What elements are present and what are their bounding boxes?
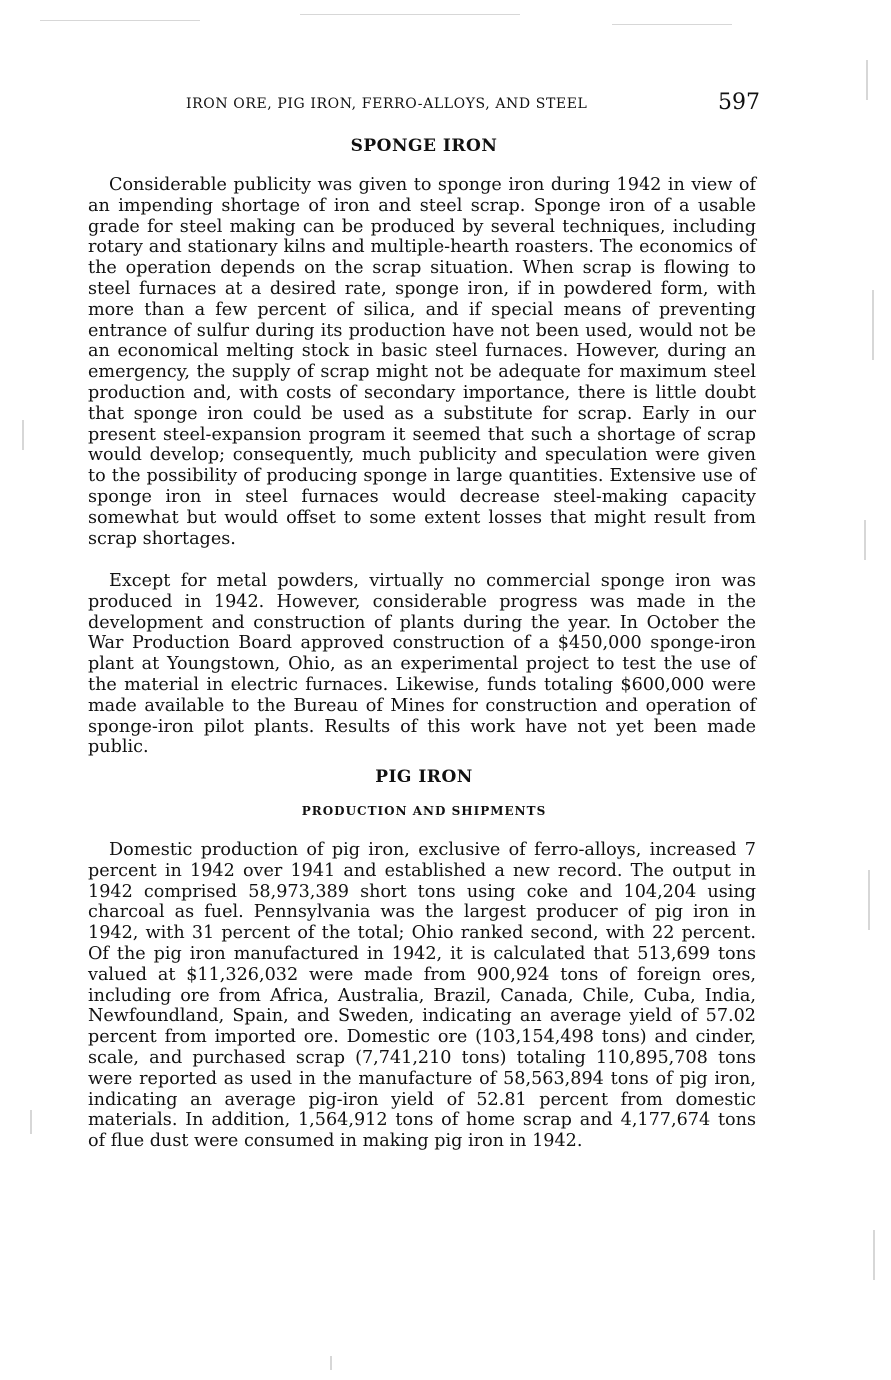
scan-speck bbox=[872, 290, 874, 360]
section-heading-pig-iron: PIG IRON bbox=[375, 767, 473, 787]
running-header bbox=[88, 92, 760, 118]
subheading-production-shipments: PRODUCTION AND SHIPMENTS bbox=[301, 804, 547, 818]
scan-speck bbox=[612, 24, 732, 25]
scan-speck bbox=[30, 1110, 32, 1134]
scan-speck bbox=[866, 60, 868, 100]
scan-speck bbox=[873, 1230, 875, 1280]
paragraph-pig-iron-1: Domestic production of pig iron, exclusive of ferro-alloys, increased 7 percent in 1942 over 1941 and established a new record. The output in 1942 comprised 58,973,389 short tons using coke and 104,204 using charcoal as fuel. Pennsylvania was the largest producer of pig iron in 1942, with 31 percent of the total; Ohio ranked second, with 22 percent. Of the pig iron manufactured in 1942, it is calculated that 513,699 tons valued at $11,326,032 were made from 900,924 tons of foreign ores, including ore from Africa, Australia, Brazil, Canada, Chile, Cuba, India, Newfoundland, Spain, and Sweden, indicating an average yield of 57.02 percent from imported ore. Domestic ore (103,154,498 tons) and cinder, scale, and purchased scrap (7,741,210 tons) totaling 110,895,708 tons were reported as used in the manufacture of 58,563,894 tons of pig iron, indicating an average pig-iron yield of 52.81 percent from domestic materials. In addition, 1,564,912 tons of home scrap and 4,177,674 tons of flue dust were consumed in making pig iron in 1942. bbox=[88, 840, 756, 1152]
paragraph-sponge-iron-1: Considerable publicity was given to sponge iron during 1942 in view of an impending shortage of iron and steel scrap. Sponge iron of a usable grade for steel making can be produced by several techniques, including rotary and stationary kilns and multiple-hearth roasters. The economics of the operation depends on the scrap situation. When scrap is flowing to steel furnaces at a desired rate, sponge iron, if in powdered form, with more than a few percent of silica, and if special means of preventing entrance of sulfur during its production have not been used, would not be an economical melting stock in basic steel furnaces. However, during an emergency, the supply of scrap might not be adequate for maximum steel production and, with costs of secondary importance, there is little doubt that sponge iron could be used as a substitute for scrap. Early in our present steel-expansion program it seemed that such a shortage of scrap would develop; consequently, much publicity and speculation were given to the possibility of producing sponge in large quantities. Extensive use of sponge iron in steel furnaces would decrease steel-making capacity somewhat but would offset to some extent losses that might result from scrap shortages. bbox=[88, 175, 756, 549]
section-heading-sponge-iron: SPONGE IRON bbox=[350, 136, 498, 156]
scan-speck bbox=[300, 14, 520, 15]
scan-speck bbox=[868, 870, 870, 930]
paragraph-sponge-iron-2: Except for metal powders, virtually no commercial sponge iron was produced in 1942. However, considerable progress was made in the development and construction of plants during the year. In October the War Production Board approved construction of a $450,000 sponge-iron plant at Youngstown, Ohio, as an experimental project to test the use of the material in electric furnaces. Likewise, funds totaling $600,000 were made available to the Bureau of Mines for construction and operation of sponge-iron pilot plants. Results of this work have not yet been made public. bbox=[88, 571, 756, 758]
scan-speck bbox=[40, 20, 200, 21]
page-number: 597 bbox=[718, 90, 760, 115]
scan-speck bbox=[864, 520, 866, 560]
scan-speck bbox=[330, 1356, 332, 1370]
running-title: IRON ORE, PIG IRON, FERRO-ALLOYS, AND STEEL bbox=[186, 96, 588, 112]
scan-speck bbox=[22, 420, 24, 450]
